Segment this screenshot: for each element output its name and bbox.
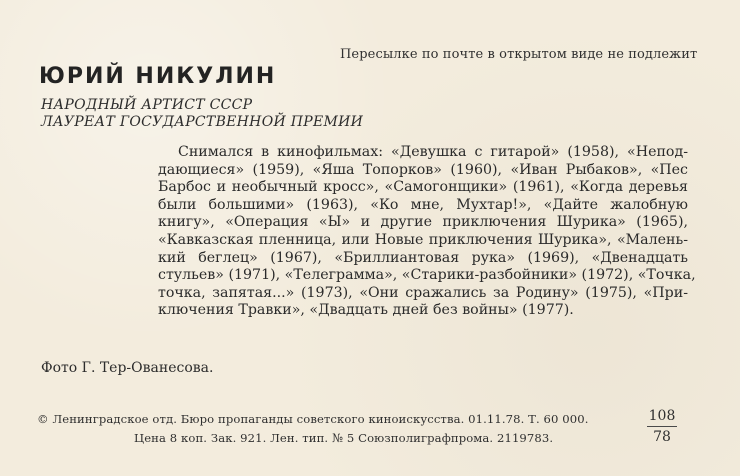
filmography-line: книгу», «Операция «Ы» и другие приключения Шурика» (1965), [158,214,688,231]
postal-notice: Пересылке по почте в открытом виде не подлежит [340,47,698,62]
filmography-line: стульев» (1971), «Телеграмма», «Старики-разбойники» (1972), «Точка, [158,267,696,284]
fraction-denominator: 78 [653,429,671,445]
photo-credit: Фото Г. Тер-Ованесова. [41,360,214,376]
filmography-line: точка, запятая...» (1973), «Они сражались за Родину» (1975), «При- [158,284,688,301]
filmography-line: кий беглец» (1967), «Бриллиантовая рука» (1969), «Двенадцать [158,249,688,266]
filmography-line: Барбос и необычный кросс», «Самогонщики» (1961), «Когда деревья [158,179,688,196]
actor-name: ЮРИЙ НИКУЛИН [39,64,277,89]
fraction-numerator: 108 [648,408,676,424]
print-details: Цена 8 коп. Зак. 921. Лен. тип. № 5 Союзполиграфпрома. 2119783. [134,431,554,445]
filmography-paragraph [158,144,696,320]
honorary-title: НАРОДНЫЙ АРТИСТ СССР [41,97,253,113]
fraction-bar [647,426,677,427]
award-title: ЛАУРЕАТ ГОСУДАРСТВЕННОЙ ПРЕМИИ [41,114,364,130]
catalog-fraction [646,407,678,446]
publisher-imprint: © Ленинградское отд. Бюро пропаганды советского киноискусства. 01.11.78. Т. 60 000. [37,412,589,426]
filmography-line: были большими» (1963), «Ко мне, Мухтар!», «Дайте жалобную [158,196,688,213]
filmography-line: дающиеся» (1959), «Яша Топорков» (1960), «Иван Рыбаков», «Пес [158,161,688,178]
filmography-line: «Кавказская пленница, или Новые приключения Шурика», «Малень- [158,231,688,248]
filmography-line: ключения Травки», «Двадцать дней без войны» (1977). [158,302,574,319]
filmography-line: Снимался в кинофильмах: «Девушка с гитарой» (1958), «Непод- [178,144,688,160]
